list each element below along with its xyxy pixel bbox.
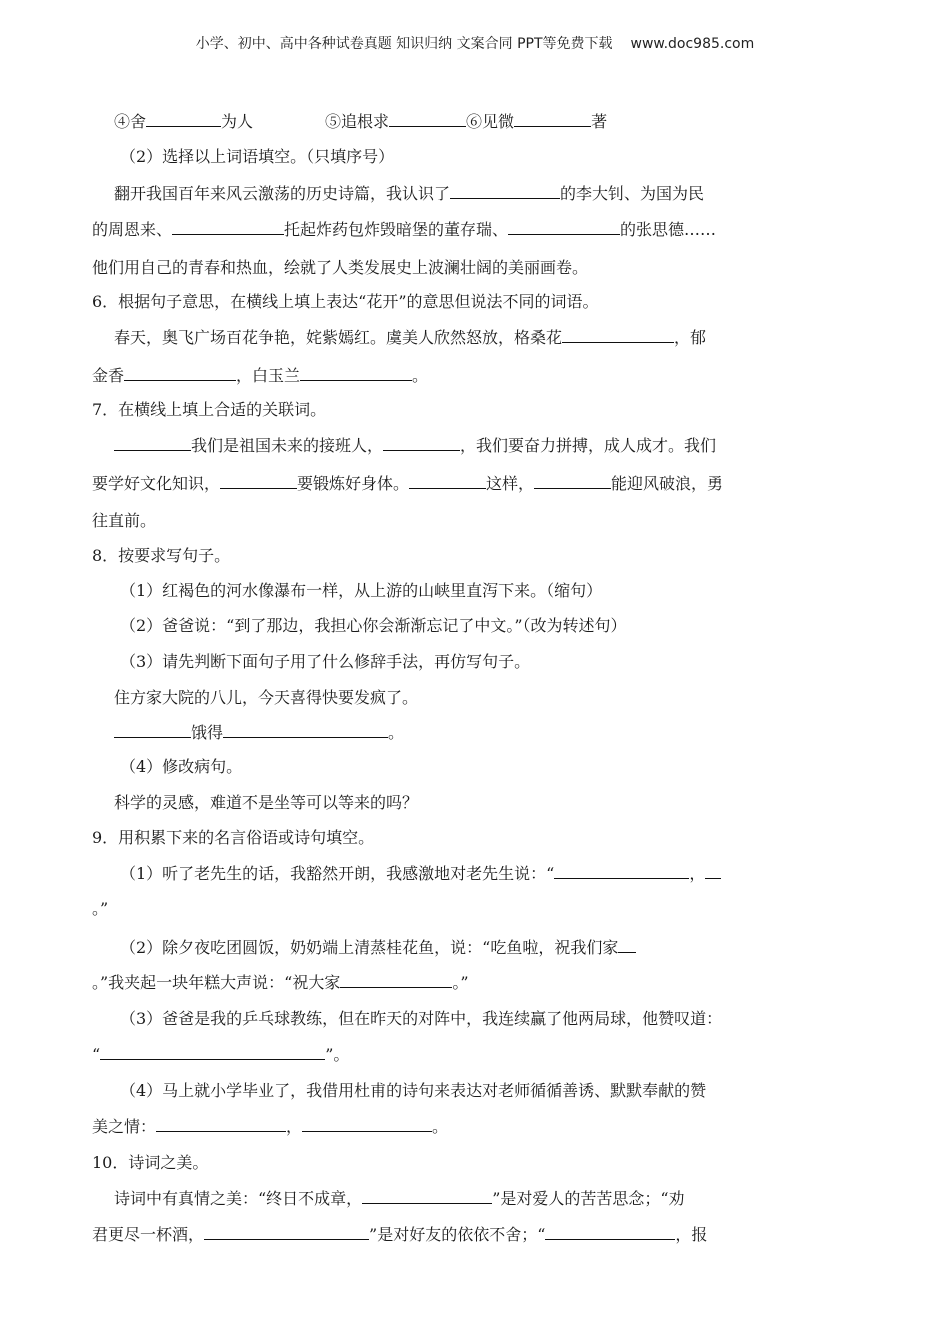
text: 君更尽一杯酒， [92,1225,205,1244]
question-10: 10．诗词之美。 [92,1153,209,1172]
text: 。” [452,973,469,992]
text: 的张思德…… [620,220,717,239]
text: ，白玉兰 [236,366,301,385]
text: 托起炸药包炸毁暗堡的董存瑞、 [284,220,509,239]
paragraph-line [114,436,716,456]
text: ，我们要奋力拼搏，成人成才。我们 [460,436,717,455]
text: 。 [388,723,405,742]
paragraph-line: 往直前。 [92,511,157,530]
sub-question: （3）请先判断下面句子用了什么修辞手法，再仿写句子。 [120,652,531,671]
paragraph-line [92,1225,707,1245]
blank [409,474,486,489]
text: ”是对好友的依依不舍；“ [369,1225,546,1244]
text: 春天，奥飞广场百花争艳，姹紫嫣红。虞美人欣然怒放，格桑花 [114,328,563,347]
blank [508,220,620,235]
paragraph-line [92,973,469,993]
text: 美之情： [92,1117,157,1136]
text: 。”我夹起一块年糕大声说：“祝大家 [92,973,341,992]
paragraph-line [92,1117,448,1137]
blank [389,112,466,127]
question-8: 8．按要求写句子。 [92,546,231,565]
blank [545,1225,675,1240]
sub-question: （1）红褐色的河水像瀑布一样，从上游的山峡里直泻下来。（缩句） [120,581,603,600]
text: 饿得 [191,723,224,742]
paragraph-line [92,474,723,494]
blank [220,474,297,489]
text: 为人 [221,112,254,131]
example-sentence: 科学的灵感，难道不是坐等可以等来的吗？ [114,793,419,812]
text: 。 [432,1117,449,1136]
sub-question [120,938,636,958]
text: 的李大钊、为国为民 [560,184,705,203]
blank [156,1117,286,1132]
text: ， [689,864,706,883]
text: 我们是祖国未来的接班人， [191,436,384,455]
paragraph-line [114,328,706,348]
text: 要锻炼好身体。 [297,474,410,493]
text: 的周恩来、 [92,220,173,239]
text: ④舍 [114,112,147,131]
text: ，郁 [674,328,707,347]
text: （1）听了老先生的话，我豁然开朗，我感激地对老先生说：“ [120,864,555,883]
sub-question: （4）修改病句。 [120,757,243,776]
text: 。 [412,366,429,385]
sub-question: （2）选择以上词语填空。（只填序号） [120,147,395,166]
blank [172,220,284,235]
text: ”。 [325,1045,350,1064]
text: 要学好文化知识， [92,474,221,493]
text: ， [286,1117,303,1136]
text: （2）除夕夜吃团圆饭，奶奶端上清蒸桂花鱼，说：“吃鱼啦，祝我们家 [120,938,619,957]
sub-question: （4）马上就小学毕业了，我借用杜甫的诗句来表达对老师循循善诱、默默奉献的赞 [120,1081,707,1100]
text: 诗词中有真情之美：“终日不成章， [114,1189,363,1208]
sub-question: （3）爸爸是我的乒乓球教练，但在昨天的对阵中，我连续赢了他两局球，他赞叹道： [120,1009,723,1028]
text: 能迎风破浪，勇 [611,474,724,493]
question-9: 9．用积累下来的名言俗语或诗句填空。 [92,828,375,847]
blank [362,1189,492,1204]
blank [302,1117,432,1132]
header-text: 小学、初中、高中各种试卷真题 知识归纳 文案合同 PPT等免费下载 [195,36,613,52]
blank [223,723,388,738]
text: ⑥见微 [466,112,515,131]
text: 翻开我国百年来风云激荡的历史诗篇，我认识了 [114,184,451,203]
paragraph-line: 。” [92,899,109,918]
text: “ [92,1045,101,1064]
paragraph-line [92,1045,349,1065]
blank [562,328,674,343]
text: ⑤追根求 [325,112,390,131]
paragraph-line [114,184,704,204]
blank [705,864,721,879]
sub-question [120,864,721,884]
text: 金香 [92,366,125,385]
paragraph-line [92,366,428,386]
paragraph-line: 他们用自己的青春和热血，绘就了人类发展史上波澜壮阔的美丽画卷。 [92,258,589,277]
blank [554,864,689,879]
blank [146,112,221,127]
text: 著 [591,112,608,131]
question-7: 7．在横线上填上合适的关联词。 [92,400,327,419]
blank [204,1225,369,1240]
question-6: 6．根据句子意思，在横线上填上表达“花开”的意思但说法不同的词语。 [92,292,599,311]
blank [300,366,412,381]
blank [100,1045,325,1060]
blank [114,723,191,738]
blank [618,938,636,953]
imitation-line [114,723,404,743]
blank [450,184,560,199]
header-url: www.doc985.com [630,36,755,52]
paragraph-line [92,220,716,240]
blank [534,474,611,489]
text: ”是对爱人的苦苦思念；“劝 [492,1189,685,1208]
blank [383,436,460,451]
paragraph-line [114,1189,685,1209]
word-fill-line [114,112,607,132]
text: 这样， [486,474,535,493]
blank [340,973,452,988]
text: ，报 [675,1225,708,1244]
page-header [0,33,950,53]
blank [124,366,236,381]
example-sentence: 住方家大院的八儿，今天喜得快要发疯了。 [114,688,419,707]
blank [114,436,191,451]
blank [514,112,591,127]
sub-question: （2）爸爸说：“到了那边，我担心你会渐渐忘记了中文。”（改为转述句） [120,616,627,635]
